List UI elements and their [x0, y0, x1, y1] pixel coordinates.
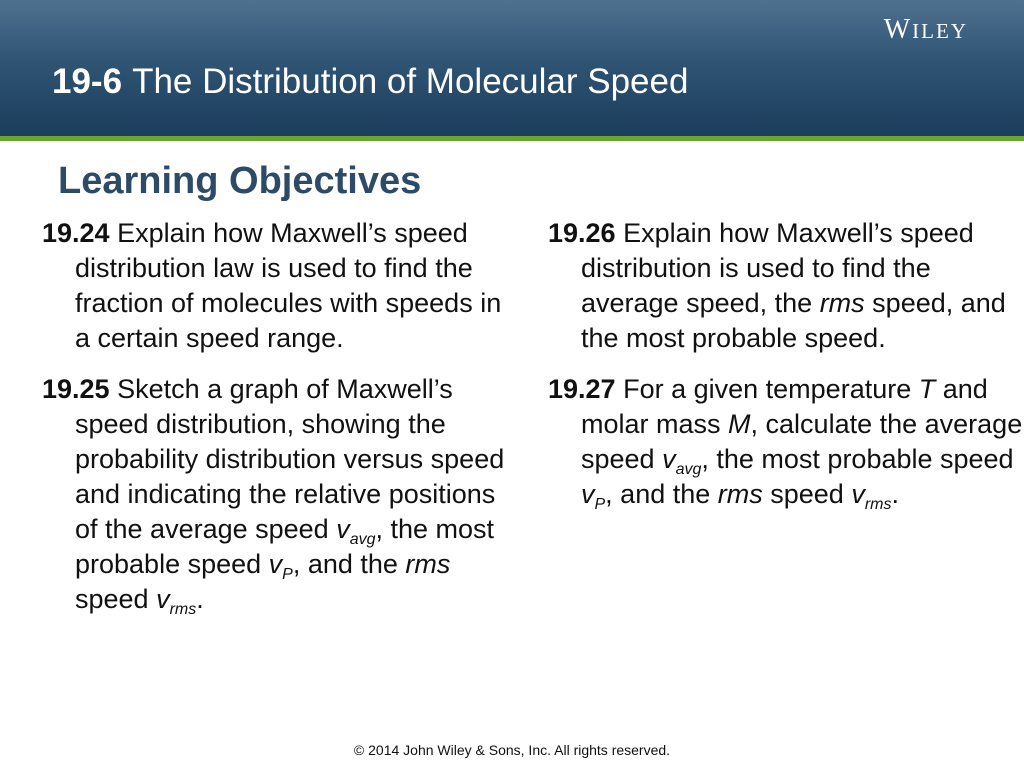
objective-text: , the most probable speed	[701, 444, 1014, 474]
objective-code: 19.25	[42, 374, 110, 404]
objective-19-25	[42, 372, 522, 617]
objective-19-26	[548, 216, 1024, 356]
learning-objectives-heading: Learning Objectives	[58, 160, 422, 202]
objective-text: Sketch a graph of Maxwell’s speed distribution, showing the probability distribution versus speed and indicating the relative positions of the average speed	[75, 374, 505, 544]
subscript-rms: rms	[864, 496, 892, 513]
objective-19-24	[42, 216, 522, 356]
objectives-left-column	[42, 216, 522, 633]
header-divider	[0, 136, 1024, 141]
copyright-footer: © 2014 John Wiley & Sons, Inc. All rights reserved.	[353, 742, 671, 758]
objective-text: , and the	[605, 479, 718, 509]
objective-code: 19.26	[548, 218, 616, 248]
objective-text: , calculate the average speed	[581, 409, 1023, 474]
subscript-avg: avg	[349, 531, 376, 548]
objective-text: speed	[75, 584, 157, 614]
objective-code: 19.27	[548, 374, 616, 404]
math-m: M	[728, 409, 751, 439]
subscript-rms: rms	[169, 601, 197, 618]
subscript-avg: avg	[675, 461, 702, 478]
objective-text: speed, and the most probable speed.	[581, 288, 1006, 353]
math-v: v	[581, 479, 595, 509]
objective-text: speed	[762, 479, 852, 509]
slide-header	[0, 0, 1024, 136]
subscript-p: P	[282, 566, 293, 583]
objective-text: , the most probable speed	[75, 514, 495, 579]
objective-code: 19.24	[42, 218, 110, 248]
objective-text: Explain how Maxwell’s speed distribution is used to find the average speed, the	[581, 218, 974, 318]
math-v: v	[336, 514, 350, 544]
subscript-p: P	[594, 496, 606, 513]
math-t: T	[918, 374, 936, 404]
math-v: v	[851, 479, 865, 509]
section-number: 19-6	[52, 62, 123, 101]
math-rms: rms	[819, 288, 865, 318]
objective-text: .	[891, 479, 899, 509]
math-v: v	[662, 444, 676, 474]
objective-19-27	[548, 372, 1024, 512]
math-rms: rms	[405, 549, 451, 579]
objective-text: Explain how Maxwell’s speed distribution law is used to find the fraction of molecules with speeds in a certain speed range.	[75, 218, 502, 353]
objective-text: For a given temperature	[623, 374, 919, 404]
objective-text: .	[196, 584, 204, 614]
slide-title	[52, 62, 688, 102]
objective-text: , and the	[292, 549, 406, 579]
math-v: v	[156, 584, 170, 614]
math-v: v	[268, 549, 283, 579]
wiley-logo: WILEY	[883, 14, 968, 45]
objective-text: and molar mass	[581, 374, 988, 439]
section-title-text: The Distribution of Molecular Speed	[132, 62, 689, 101]
objectives-right-column	[548, 216, 1024, 528]
math-rms: rms	[717, 479, 763, 509]
